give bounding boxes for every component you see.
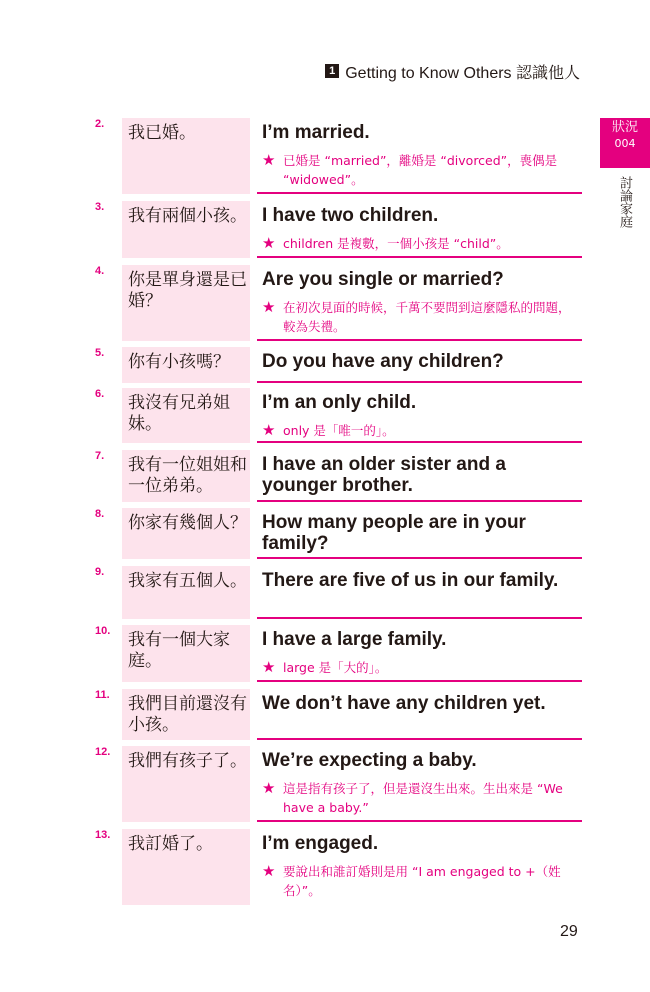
english-sentence: We don’t have any children yet. [262, 693, 546, 714]
usage-note-text: only 是「唯一的」。 [283, 423, 395, 438]
usage-note [262, 298, 582, 336]
entry-number: 7. [95, 450, 105, 462]
chapter-title: Getting to Know Others 認識他人 [345, 64, 580, 82]
phrase-entry-2 [95, 118, 582, 194]
chinese-sentence: 我有一個大家庭。 [122, 625, 250, 682]
english-sentence: I have a large family. [262, 629, 447, 650]
english-sentence: There are five of us in our family. [262, 570, 559, 591]
entry-number: 6. [95, 388, 105, 400]
divider [257, 381, 582, 383]
phrase-entry-11 [95, 689, 582, 740]
section-tab-label: 狀況 [611, 120, 638, 135]
english-sentence: I have an older sister and a younger brother. [262, 454, 506, 496]
usage-note-text: 在初次見面的時候，千萬不要問到這麼隱私的問題，較為失禮。 [283, 300, 571, 334]
english-sentence: I’m an only child. [262, 392, 417, 413]
phrase-entry-8 [95, 508, 582, 559]
phrase-entry-9 [95, 566, 582, 619]
usage-note [262, 862, 582, 900]
english-sentence: Are you single or married? [262, 269, 504, 290]
entry-number: 8. [95, 508, 105, 520]
star-icon: ★ [262, 234, 276, 252]
chinese-sentence: 我訂婚了。 [122, 829, 250, 905]
chinese-sentence: 我家有五個人。 [122, 566, 250, 619]
phrase-entry-5 [95, 347, 582, 383]
entry-number: 11. [95, 689, 110, 701]
divider [257, 617, 582, 619]
section-tab-topic: 討論家庭 [617, 176, 632, 228]
entry-number: 2. [95, 118, 105, 130]
usage-note-text: 要說出和誰訂婚則是用 “I am engaged to +（姓名）”。 [283, 864, 561, 898]
english-sentence: I’m married. [262, 122, 370, 143]
star-icon: ★ [262, 779, 276, 797]
star-icon: ★ [262, 151, 276, 169]
divider [257, 256, 582, 258]
english-sentence: Do you have any children? [262, 351, 504, 372]
phrase-entry-7 [95, 450, 582, 502]
usage-note [262, 234, 582, 253]
usage-note [262, 421, 582, 440]
running-header [325, 58, 580, 84]
chinese-sentence: 我沒有兄弟姐妹。 [122, 388, 250, 443]
chinese-sentence: 我已婚。 [122, 118, 250, 194]
usage-note [262, 779, 582, 817]
chinese-sentence: 我們有孩子了。 [122, 746, 250, 822]
star-icon: ★ [262, 298, 276, 316]
divider [257, 557, 582, 559]
usage-note-text: 已婚是 “married”，離婚是 “divorced”，喪偶是 “widowed”。 [283, 153, 558, 187]
entry-number: 9. [95, 566, 105, 578]
entry-number: 4. [95, 265, 105, 277]
phrase-entry-12 [95, 746, 582, 822]
chinese-sentence: 我們目前還沒有小孩。 [122, 689, 250, 740]
chapter-number-badge: 1 [325, 64, 339, 78]
usage-note-text: large 是「大的」。 [283, 660, 388, 675]
english-sentence: I’m engaged. [262, 833, 379, 854]
phrase-entry-10 [95, 625, 582, 682]
chinese-sentence: 我有一位姐姐和一位弟弟。 [122, 450, 250, 502]
divider [257, 820, 582, 822]
star-icon: ★ [262, 421, 276, 439]
section-tab [600, 118, 650, 168]
divider [257, 680, 582, 682]
divider [257, 339, 582, 341]
divider [257, 441, 582, 443]
entry-number: 10. [95, 625, 111, 637]
entry-number: 5. [95, 347, 105, 359]
phrase-entry-13 [95, 829, 582, 905]
usage-note-text: children 是複數，一個小孩是 “child”。 [283, 236, 509, 251]
divider [257, 500, 582, 502]
entry-number: 12. [95, 746, 111, 758]
usage-note [262, 658, 582, 677]
chinese-sentence: 你是單身還是已婚？ [122, 265, 250, 341]
star-icon: ★ [262, 862, 276, 880]
phrase-entry-4 [95, 265, 582, 341]
usage-note-text: 這是指有孩子了，但是還沒生出來。生出來是 “We have a baby.” [283, 781, 563, 815]
section-tab-code: 004 [614, 137, 636, 150]
phrase-entry-3 [95, 201, 582, 258]
english-sentence: How many people are in your family? [262, 512, 526, 554]
usage-note [262, 151, 582, 189]
star-icon: ★ [262, 658, 276, 676]
entry-number: 3. [95, 201, 105, 213]
divider [257, 738, 582, 740]
english-sentence: We’re expecting a baby. [262, 750, 477, 771]
entry-number: 13. [95, 829, 111, 841]
english-sentence: I have two children. [262, 205, 439, 226]
page-number: 29 [560, 923, 578, 940]
phrase-entry-6 [95, 388, 582, 443]
chinese-sentence: 我有兩個小孩。 [122, 201, 250, 258]
chinese-sentence: 你家有幾個人？ [122, 508, 250, 559]
divider [257, 192, 582, 194]
chinese-sentence: 你有小孩嗎？ [122, 347, 250, 383]
